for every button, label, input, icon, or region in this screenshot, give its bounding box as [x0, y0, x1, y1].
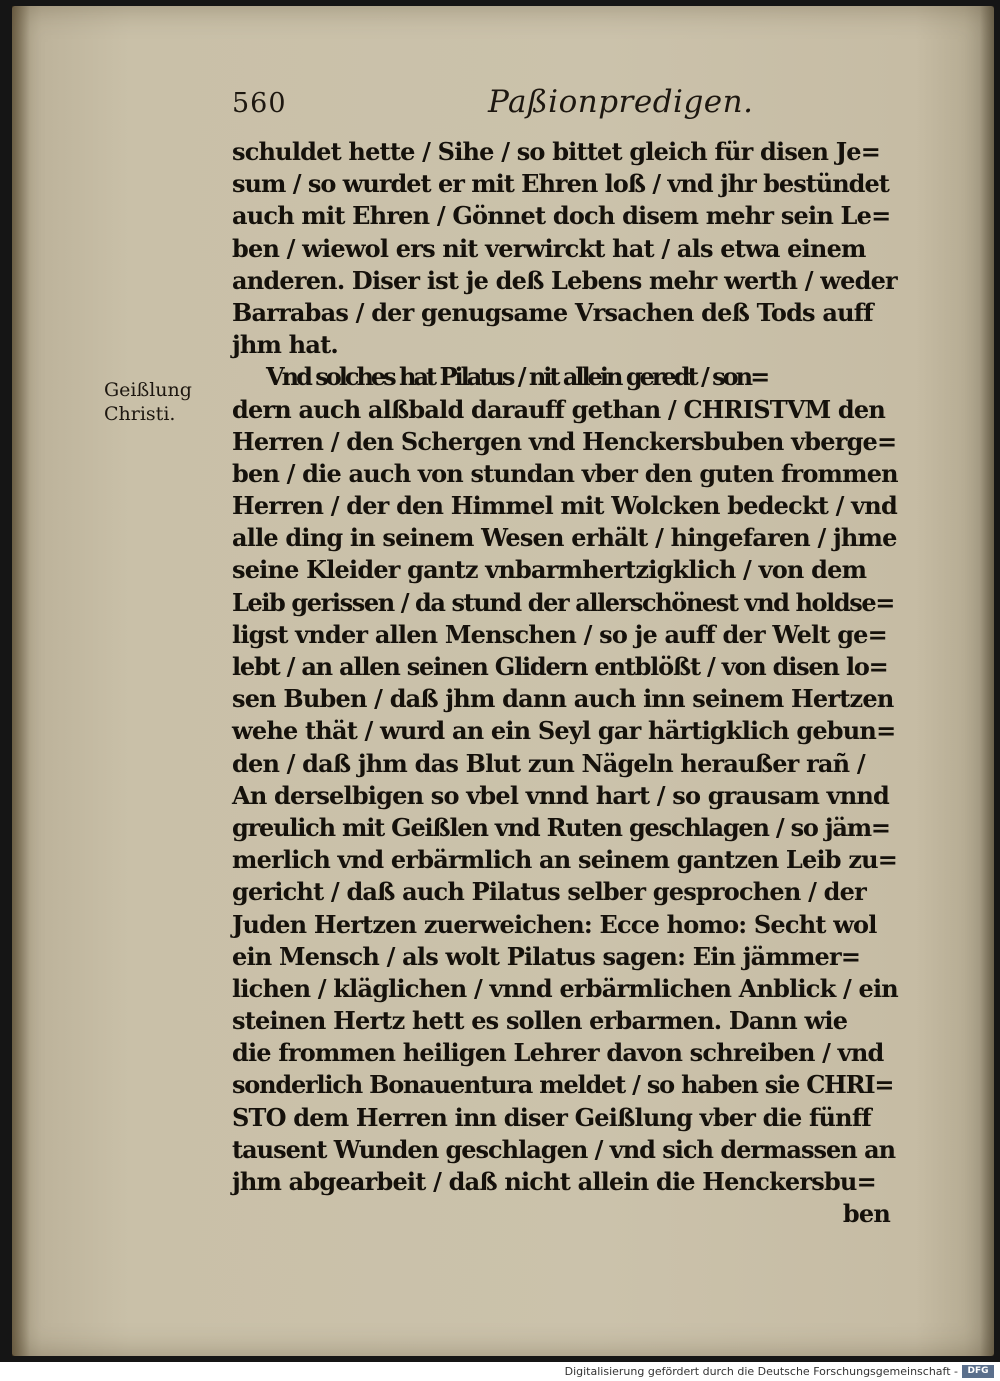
text-line: alle ding in seinem Wesen erhält / hingefaren / jhme	[232, 523, 897, 553]
text-line: ein Mensch / als wolt Pilatus sagen: Ein jämmer=	[232, 941, 861, 971]
text-line: gericht / daß auch Pilatus selber gesprochen / der	[232, 877, 866, 907]
text-line: An derselbigen so vbel vnnd hart / so grausam vnnd	[232, 780, 890, 810]
page-gutter-shadow	[12, 6, 30, 1356]
text-line: auch mit Ehren / Gönnet doch disem mehr sein Le=	[232, 201, 891, 231]
text-line: dern auch alßbald darauff gethan / CHRISTVM den	[232, 394, 886, 424]
text-line: tausent Wunden geschlagen / vnd sich dermassen an	[232, 1134, 896, 1164]
text-line: anderen. Diser ist je deß Lebens mehr werth / weder	[232, 265, 897, 295]
text-line: ben / wiewol ers nit verwirckt hat / als etwa einem	[232, 233, 866, 263]
running-title: Paßionpredigen.	[488, 84, 754, 120]
text-line: sonderlich Bonauentura meldet / so haben sie CHRI=	[232, 1070, 894, 1100]
catchword: ben	[842, 1199, 890, 1229]
body-text	[232, 136, 896, 1230]
text-line: ben / die auch von stundan vber den guten frommen	[232, 458, 898, 488]
text-line: sen Buben / daß jhm dann auch inn seinem Hertzen	[232, 684, 894, 714]
marginal-note-line: Geißlung	[104, 379, 192, 401]
digitization-credit: Digitalisierung gefördert durch die Deutsche Forschungsgemeinschaft -	[564, 1365, 958, 1378]
text-line: steinen Hertz hett es sollen erbarmen. Dann wie	[232, 1006, 848, 1036]
text-line: die frommen heiligen Lehrer davon schreiben / vnd	[232, 1038, 884, 1068]
running-head	[218, 84, 898, 128]
text-line: greulich mit Geißlen vnd Ruten geschlagen / so jäm=	[232, 812, 890, 842]
text-line: jhm hat.	[232, 330, 338, 360]
text-line: lichen / kläglichen / vnnd erbärmlichen Anblick / ein	[232, 973, 898, 1003]
text-line: Leib gerissen / da stund der allerschönest vnd holdse=	[232, 587, 894, 617]
text-line: Herren / den Schergen vnd Henckersbuben vberge=	[232, 426, 897, 456]
text-line: wehe thät / wurd an ein Seyl gar härtigklich gebun=	[232, 716, 896, 746]
footer-bar	[0, 1362, 1000, 1381]
text-line: merlich vnd erbärmlich an seinem gantzen Leib zu=	[232, 845, 898, 875]
text-line: sum / so wurdet er mit Ehren loß / vnd jhr bestündet	[232, 169, 889, 199]
text-line: schuldet hette / Sihe / so bittet gleich für disen Je=	[232, 137, 881, 166]
text-line: jhm abgearbeit / daß nicht allein die Henckersbu=	[232, 1167, 876, 1196]
text-line: Juden Hertzen zuerweichen: Ecce homo: Secht wol	[232, 909, 877, 939]
text-line: Barrabas / der genugsame Vrsachen deß Tods auff	[232, 297, 873, 327]
paragraph-start-line: Vnd solches hat Pilatus / nit allein geredt / son=	[266, 362, 768, 392]
text-line: seine Kleider gantz vnbarmhertzigklich / von dem	[232, 555, 867, 585]
text-line: lebt / an allen seinen Glidern entblößt / von disen lo=	[232, 652, 888, 681]
dfg-logo: DFG	[962, 1365, 994, 1378]
page-number: 560	[232, 88, 287, 119]
marginal-note-line: Christi.	[104, 403, 176, 425]
page-edge-shadow	[980, 6, 994, 1356]
text-line: ligst vnder allen Menschen / so je auff der Welt ge=	[232, 619, 887, 649]
text-line: den / daß jhm das Blut zun Nägeln heraußer rañ /	[232, 748, 865, 778]
text-line: Herren / der den Himmel mit Wolcken bedeckt / vnd	[232, 491, 897, 521]
marginal-note	[104, 378, 214, 426]
text-line: STO dem Herren inn diser Geißlung vber die fünff	[232, 1102, 871, 1132]
